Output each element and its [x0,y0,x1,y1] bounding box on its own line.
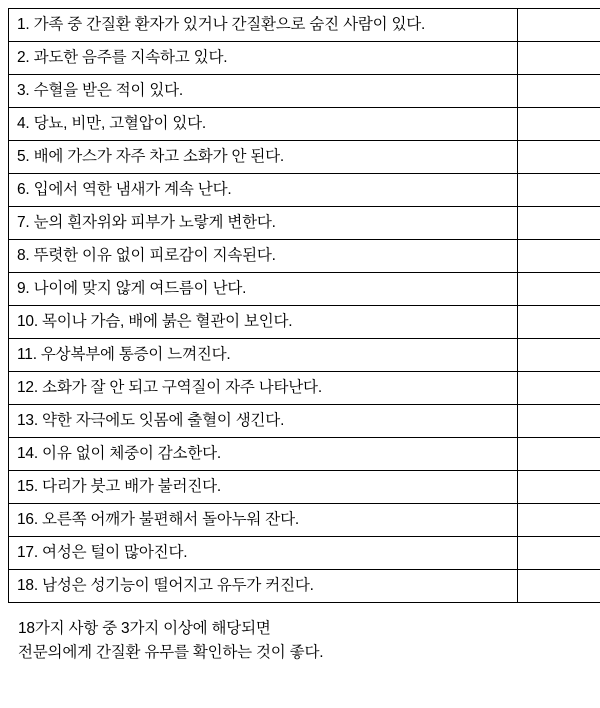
table-row [9,108,600,141]
check-cell-11[interactable] [518,339,600,372]
table-row [9,240,600,273]
checklist-item-15: 15. 다리가 붓고 배가 불러진다. [9,471,518,504]
table-row [9,570,600,603]
check-cell-16[interactable] [518,504,600,537]
check-cell-10[interactable] [518,306,600,339]
check-cell-7[interactable] [518,207,600,240]
table-row [9,207,600,240]
table-row [9,273,600,306]
check-cell-14[interactable] [518,438,600,471]
checklist-item-3: 3. 수혈을 받은 적이 있다. [9,75,518,108]
checklist-item-2: 2. 과도한 음주를 지속하고 있다. [9,42,518,75]
checklist-item-12: 12. 소화가 잘 안 되고 구역질이 자주 나타난다. [9,372,518,405]
checklist-item-14: 14. 이유 없이 체중이 감소한다. [9,438,518,471]
check-cell-12[interactable] [518,372,600,405]
table-row [9,339,600,372]
checklist-item-1: 1. 가족 중 간질환 환자가 있거나 간질환으로 숨진 사람이 있다. [9,9,518,42]
check-cell-13[interactable] [518,405,600,438]
footer-note [8,617,592,665]
checklist-item-13: 13. 약한 자극에도 잇몸에 출혈이 생긴다. [9,405,518,438]
table-row [9,504,600,537]
check-cell-2[interactable] [518,42,600,75]
table-row [9,9,600,42]
checklist-item-18: 18. 남성은 성기능이 떨어지고 유두가 커진다. [9,570,518,603]
table-row [9,174,600,207]
check-cell-17[interactable] [518,537,600,570]
check-cell-5[interactable] [518,141,600,174]
checklist-item-4: 4. 당뇨, 비만, 고혈압이 있다. [9,108,518,141]
check-cell-6[interactable] [518,174,600,207]
checklist-item-10: 10. 목이나 가슴, 배에 붉은 혈관이 보인다. [9,306,518,339]
table-row [9,42,600,75]
check-cell-9[interactable] [518,273,600,306]
table-row [9,537,600,570]
checklist-item-17: 17. 여성은 털이 많아진다. [9,537,518,570]
table-row [9,75,600,108]
check-cell-3[interactable] [518,75,600,108]
table-row [9,141,600,174]
check-cell-18[interactable] [518,570,600,603]
table-row [9,372,600,405]
table-row [9,306,600,339]
table-row [9,405,600,438]
table-row [9,471,600,504]
checklist-table [8,8,600,603]
footer-line-1: 18가지 사항 중 3가지 이상에 해당되면 [18,620,271,637]
check-cell-15[interactable] [518,471,600,504]
check-cell-1[interactable] [518,9,600,42]
checklist-item-5: 5. 배에 가스가 자주 차고 소화가 안 된다. [9,141,518,174]
checklist-body [9,9,600,603]
checklist-item-8: 8. 뚜렷한 이유 없이 피로감이 지속된다. [9,240,518,273]
checklist-item-11: 11. 우상복부에 통증이 느껴진다. [9,339,518,372]
check-cell-4[interactable] [518,108,600,141]
checklist-item-7: 7. 눈의 흰자위와 피부가 노랗게 변한다. [9,207,518,240]
checklist-item-9: 9. 나이에 맞지 않게 여드름이 난다. [9,273,518,306]
checklist-item-16: 16. 오른쪽 어깨가 불편해서 돌아누워 잔다. [9,504,518,537]
table-row [9,438,600,471]
check-cell-8[interactable] [518,240,600,273]
checklist-item-6: 6. 입에서 역한 냄새가 계속 난다. [9,174,518,207]
footer-line-2: 전문의에게 간질환 유무를 확인하는 것이 좋다. [18,644,324,662]
